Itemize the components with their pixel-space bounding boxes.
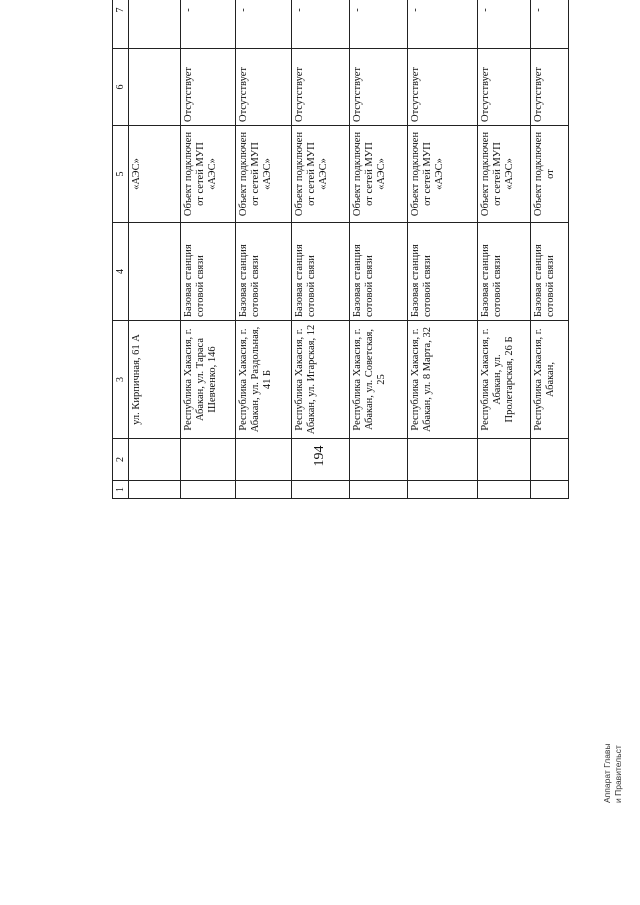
table-row bbox=[478, 0, 531, 499]
table-row bbox=[350, 0, 408, 499]
row-cell-connection: Объект подключен от сетей МУП «АЭС» bbox=[236, 126, 292, 223]
row-cell-address: Республика Хакасия, г. Абакан, ул. Пролетарская, 26 Б bbox=[478, 321, 531, 439]
row-cell-col2 bbox=[478, 439, 531, 481]
row-cell-object: Базовая станция сотовой связи bbox=[181, 223, 236, 321]
table-row bbox=[181, 0, 236, 499]
row-cell-object: Базовая станция сотовой связи bbox=[531, 223, 569, 321]
table-row bbox=[236, 0, 292, 499]
row-cell-status: Отсутствует bbox=[181, 49, 236, 126]
row-cell-col2 bbox=[292, 439, 350, 481]
page-number: 194 bbox=[312, 445, 327, 467]
table-header-row bbox=[113, 0, 129, 499]
row-cell-col2 bbox=[129, 439, 181, 481]
row-cell-col2 bbox=[181, 439, 236, 481]
row-cell-connection: Объект подключен от сетей МУП «АЭС» bbox=[181, 126, 236, 223]
row-cell-status: Отсутствует bbox=[236, 49, 292, 126]
column-header: 7 bbox=[113, 0, 129, 49]
row-cell-status bbox=[129, 49, 181, 126]
row-cell-col7 bbox=[129, 0, 181, 49]
row-cell-address: Республика Хакасия, г. Абакан, ул. Тараса Шевченко, 146 bbox=[181, 321, 236, 439]
row-cell-address: Республика Хакасия, г. Абакан, bbox=[531, 321, 569, 439]
row-cell-col7: - bbox=[408, 0, 478, 49]
row-cell-address: ул. Кирпичная, 61 А bbox=[129, 321, 181, 439]
footer-line-1: Аппарат Главы bbox=[602, 743, 612, 803]
column-header: 1 bbox=[113, 481, 129, 499]
row-cell-col2 bbox=[531, 439, 569, 481]
table-row bbox=[292, 0, 350, 499]
column-header: 6 bbox=[113, 49, 129, 126]
row-cell-object: Базовая станция сотовой связи bbox=[292, 223, 350, 321]
row-cell-connection: Объект подключен от bbox=[531, 126, 569, 223]
column-header: 3 bbox=[113, 321, 129, 439]
row-cell-col1 bbox=[129, 481, 181, 499]
row-cell-address: Республика Хакасия, г. Абакан, ул. 8 Марта, 32 bbox=[408, 321, 478, 439]
row-cell-address: Республика Хакасия, г. Абакан, ул. Раздольная, 41 Б bbox=[236, 321, 292, 439]
row-cell-col1 bbox=[181, 481, 236, 499]
row-cell-col1 bbox=[408, 481, 478, 499]
row-cell-object: Базовая станция сотовой связи bbox=[408, 223, 478, 321]
row-cell-object: Базовая станция сотовой связи bbox=[236, 223, 292, 321]
row-cell-status: Отсутствует bbox=[531, 49, 569, 126]
row-cell-col7: - bbox=[350, 0, 408, 49]
footer-line-2: и Правительст bbox=[613, 745, 623, 803]
row-cell-col1 bbox=[478, 481, 531, 499]
row-cell-col2 bbox=[408, 439, 478, 481]
row-cell-connection: «АЭС» bbox=[129, 126, 181, 223]
table-container bbox=[112, 7, 557, 833]
row-cell-status: Отсутствует bbox=[478, 49, 531, 126]
row-cell-object: Базовая станция сотовой связи bbox=[350, 223, 408, 321]
row-cell-connection: Объект подключен от сетей МУП «АЭС» bbox=[478, 126, 531, 223]
column-header: 4 bbox=[113, 223, 129, 321]
column-header: 5 bbox=[113, 126, 129, 223]
row-cell-col1 bbox=[350, 481, 408, 499]
row-cell-col7: - bbox=[531, 0, 569, 49]
data-table bbox=[112, 0, 569, 499]
row-cell-col1 bbox=[236, 481, 292, 499]
row-cell-address: Республика Хакасия, г. Абакан, ул. Советская, 25 bbox=[350, 321, 408, 439]
row-cell-status: Отсутствует bbox=[292, 49, 350, 126]
row-cell-col7: - bbox=[292, 0, 350, 49]
row-cell-col2 bbox=[236, 439, 292, 481]
row-cell-connection: Объект подключен от сетей МУП «АЭС» bbox=[408, 126, 478, 223]
row-cell-object bbox=[129, 223, 181, 321]
row-cell-status: Отсутствует bbox=[408, 49, 478, 126]
table-row bbox=[531, 0, 569, 499]
row-cell-col7: - bbox=[181, 0, 236, 49]
row-cell-col1 bbox=[292, 481, 350, 499]
column-header: 2 bbox=[113, 439, 129, 481]
row-cell-connection: Объект подключен от сетей МУП «АЭС» bbox=[292, 126, 350, 223]
row-cell-object: Базовая станция сотовой связи bbox=[478, 223, 531, 321]
row-cell-connection: Объект подключен от сетей МУП «АЭС» bbox=[350, 126, 408, 223]
table-row bbox=[129, 0, 181, 499]
row-cell-col2 bbox=[350, 439, 408, 481]
table-row bbox=[408, 0, 478, 499]
rotated-table-wrapper bbox=[112, 0, 557, 499]
row-cell-status: Отсутствует bbox=[350, 49, 408, 126]
row-cell-address: Республика Хакасия, г. Абакан, ул. Игарская, 12 bbox=[292, 321, 350, 439]
row-cell-col7: - bbox=[478, 0, 531, 49]
row-cell-col7: - bbox=[236, 0, 292, 49]
row-cell-col1 bbox=[531, 481, 569, 499]
footer-note bbox=[602, 713, 632, 803]
